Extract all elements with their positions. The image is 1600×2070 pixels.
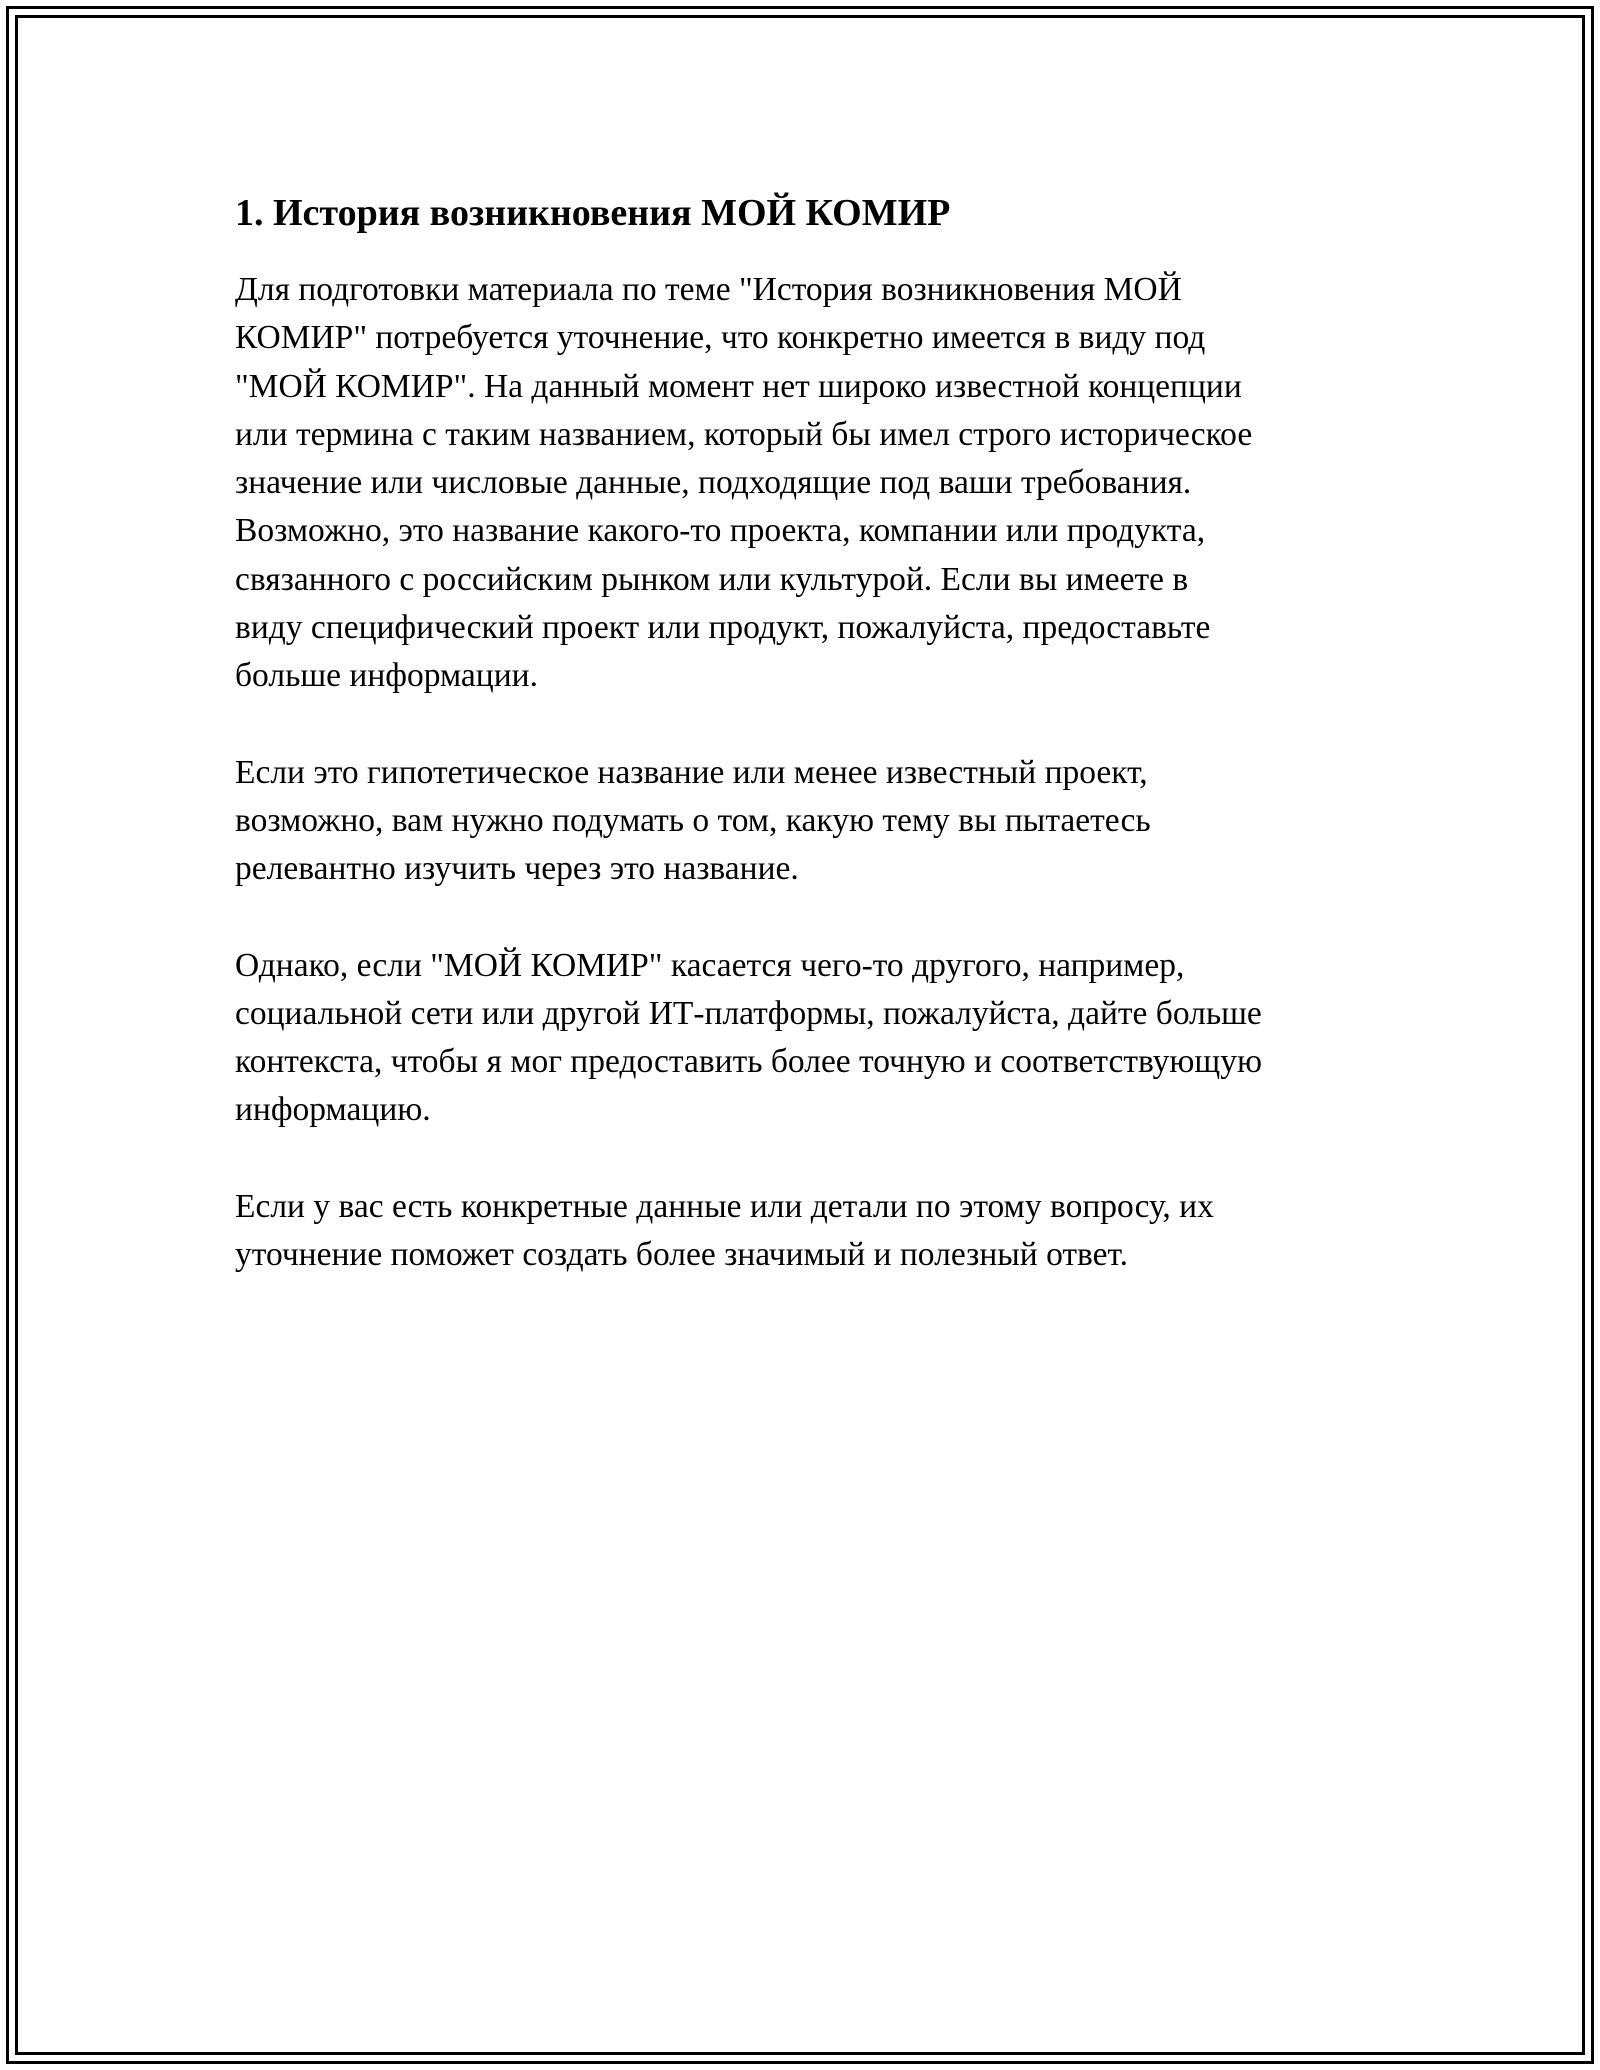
paragraph-hypothetical: Если это гипотетическое название или менее известный проект, возможно, вам нужно подумать о том, какую тему вы пытаетесь релевантно изучить через это название.: [235, 753, 1151, 888]
document-body: [235, 180, 1395, 1327]
paragraph-closing: Если у вас есть конкретные данные или детали по этому вопросу, их уточнение поможет создать более значимый и полезный ответ.: [235, 1187, 1214, 1274]
paragraph-other-context: Однако, если "МОЙ КОМИР" касается чего-то другого, например, социальной сети или другой ИТ-платформы, пожалуйста, дайте больше контекста, чтобы я мог предоставить более точную и соответствующую информацию.: [235, 946, 1263, 1129]
paragraph-intro: Для подготовки материала по теме "История возникновения МОЙ КОМИР" потребуется уточнение, что конкретно имеется в виду под "МОЙ КОМИР". На данный момент нет широко известной концепции или термина с таким названием, который бы имел строго историческое значение или числовые данные, подходящие под ваши требования. Возможно, это название какого-то проекта, компании или продукта, связанного с российским рынком или культурой. Если вы имеете в виду специфический проект или продукт, пожалуйста, предоставьте больше информации.: [235, 271, 1253, 695]
section-heading: 1. История возникновения МОЙ КОМИР: [235, 192, 951, 234]
